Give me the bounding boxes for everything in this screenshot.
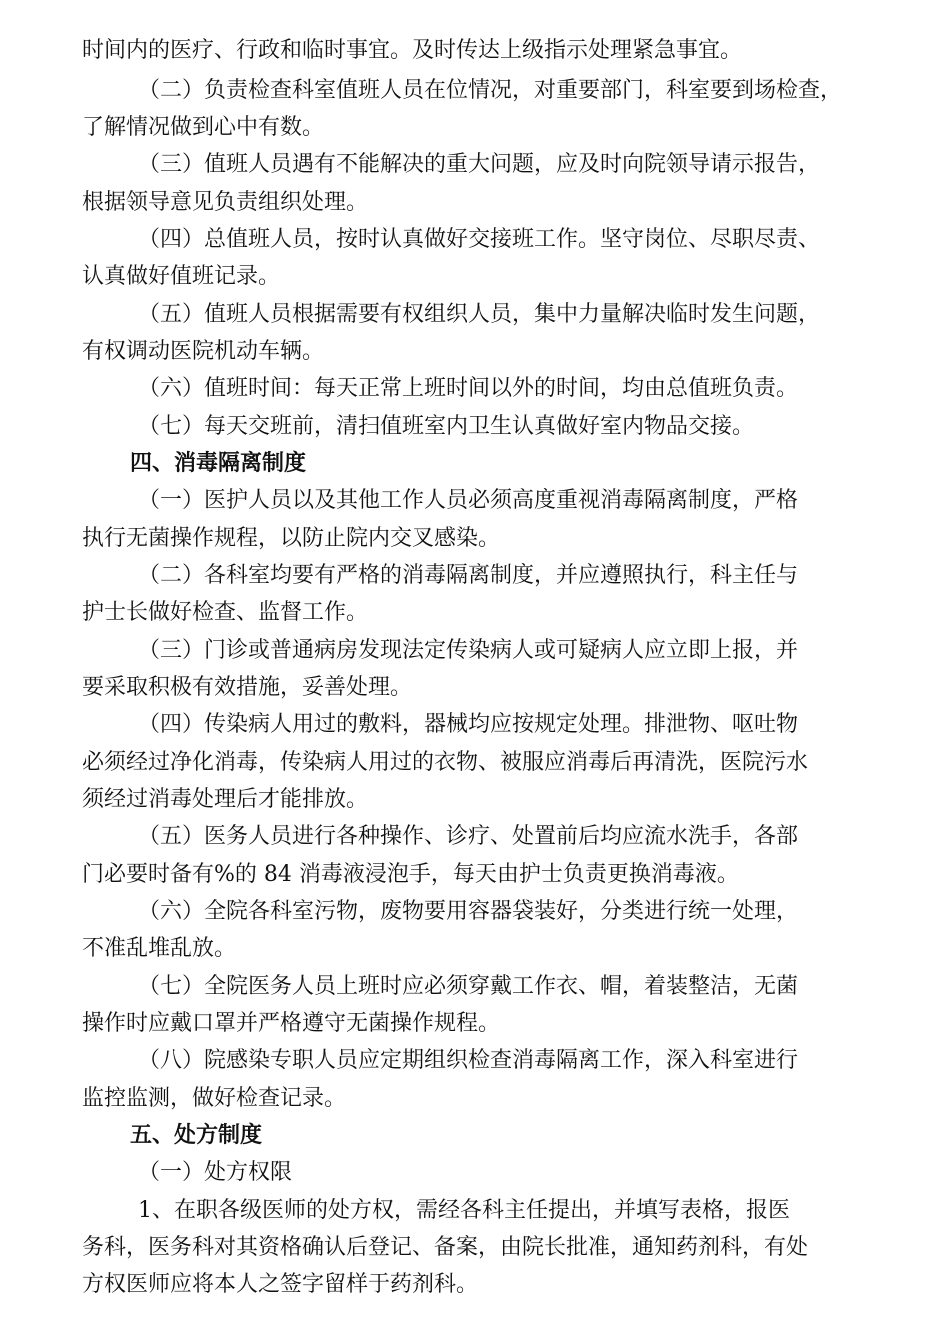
paragraph-line: 不准乱堆乱放。	[82, 936, 237, 961]
paragraph-line: （三）值班人员遇有不能解决的重大问题，应及时向院领导请示报告，	[138, 152, 821, 177]
paragraph-line: 有权调动医院机动车辆。	[82, 339, 325, 364]
paragraph-line: （二）负责检查科室值班人员在位情况，对重要部门，科室要到场检查，	[138, 78, 843, 103]
paragraph-line: （一）处方权限	[138, 1160, 293, 1185]
paragraph-line: （六）全院各科室污物，废物要用容器袋装好，分类进行统一处理，	[138, 899, 799, 924]
paragraph-line: 务科，医务科对其资格确认后登记、备案，由院长批准，通知药剂科，有处	[82, 1235, 809, 1260]
paragraph-line: （七）每天交班前，清扫值班室内卫生认真做好室内物品交接。	[138, 414, 755, 439]
paragraph-line: 监控监测，做好检查记录。	[82, 1086, 347, 1111]
paragraph-line: 了解情况做到心中有数。	[82, 115, 325, 140]
paragraph-line: 必须经过净化消毒，传染病人用过的衣物、被服应消毒后再清洗，医院污水	[82, 750, 809, 775]
paragraph-line: （五）值班人员根据需要有权组织人员，集中力量解决临时发生问题，	[138, 302, 821, 327]
paragraph-line: （五）医务人员进行各种操作、诊疗、处置前后均应流水洗手，各部	[138, 824, 799, 849]
paragraph-line: （七）全院医务人员上班时应必须穿戴工作衣、帽，着装整洁，无菌	[138, 974, 799, 999]
section-heading: 五、处方制度	[130, 1123, 263, 1148]
paragraph-line: （三）门诊或普通病房发现法定传染病人或可疑病人应立即上报，并	[138, 638, 799, 663]
paragraph-line: （二）各科室均要有严格的消毒隔离制度，并应遵照执行，科主任与	[138, 563, 799, 588]
paragraph-line: （六）值班时间：每天正常上班时间以外的时间，均由总值班负责。	[138, 376, 799, 401]
paragraph-line: （一）医护人员以及其他工作人员必须高度重视消毒隔离制度，严格	[138, 488, 799, 513]
paragraph-line: 门必要时备有%的 84 消毒液浸泡手，每天由护士负责更换消毒液。	[82, 862, 739, 887]
paragraph-line: 根据领导意见负责组织处理。	[82, 190, 369, 215]
paragraph-line: 操作时应戴口罩并严格遵守无菌操作规程。	[82, 1011, 501, 1036]
paragraph-line: 护士长做好检查、监督工作。	[82, 600, 369, 625]
paragraph-line: 1、在职各级医师的处方权，需经各科主任提出，并填写表格，报医	[138, 1198, 790, 1223]
paragraph-line: 执行无菌操作规程，以防止院内交叉感染。	[82, 526, 501, 551]
paragraph-line: 要采取积极有效措施，妥善处理。	[82, 675, 413, 700]
paragraph-line: （四）传染病人用过的敷料，器械均应按规定处理。排泄物、呕吐物	[138, 712, 799, 737]
paragraph-line: 时间内的医疗、行政和临时事宜。及时传达上级指示处理紧急事宜。	[82, 38, 743, 63]
paragraph-line: 认真做好值班记录。	[82, 264, 281, 289]
paragraph-line: 须经过消毒处理后才能排放。	[82, 787, 369, 812]
paragraph-line: 方权医师应将本人之签字留样于药剂科。	[82, 1272, 479, 1297]
paragraph-line: （八）院感染专职人员应定期组织检查消毒隔离工作，深入科室进行	[138, 1048, 799, 1073]
section-heading: 四、消毒隔离制度	[130, 451, 307, 476]
paragraph-line: （四）总值班人员，按时认真做好交接班工作。坚守岗位、尽职尽责、	[138, 227, 821, 252]
